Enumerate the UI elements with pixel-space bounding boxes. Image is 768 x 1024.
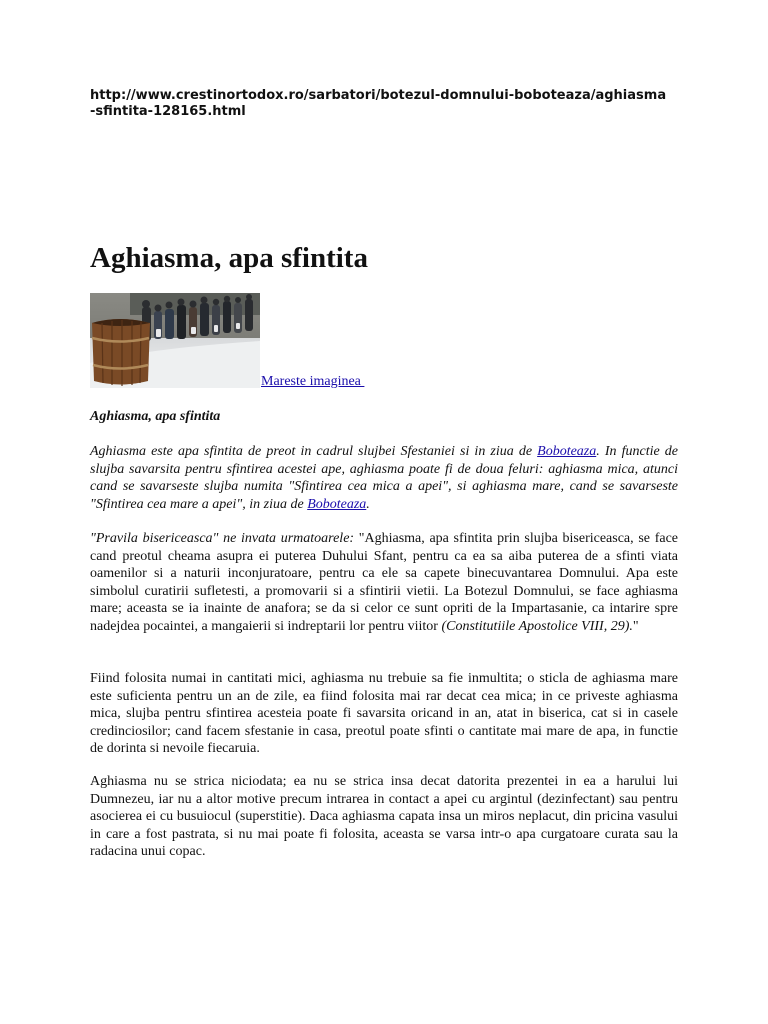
boboteaza-link-1[interactable]: Boboteaza xyxy=(537,444,597,459)
paragraph-1-text-b: . In functie de slujba savarsita pentru sfintirea acestei ape, aghiasma poate fi de doua feluri: aghiasma mica, atunci cand se savarseste slujba numita "Sfintirea cea mica a apei", si aghiasma mare, cand se savarseste "Sfintirea cea mare a apei", in ziua de xyxy=(90,444,678,512)
article-title: Aghiasma, apa sfintita xyxy=(90,242,368,274)
quote-end: " xyxy=(632,618,639,634)
boboteaza-link-2[interactable]: Boboteaza xyxy=(307,496,367,512)
source-url[interactable]: http://www.crestinortodox.ro/sarbatori/botezul-domnului-boboteaza/aghiasma-sfintita-128165.html xyxy=(90,88,667,119)
paragraph-3: Fiind folosita numai in cantitati mici, aghiasma nu trebuie sa fie inmultita; o sticla de aghiasma mare este suficienta pentru un an de zile, ea fiind folosita mai rar decat cea mica; in ce priveste aghiasma mica, slujba pentru sfintirea acesteia poate fi savarsita oricand in an, atat in biserica, cat si in casele credinciosilor; cand facem sfestanie in casa, preotul poate sfinti o cantitate mai mare de apa, in functie de dorinta si nevoile fiecaruia. xyxy=(90,671,678,756)
paragraph-1 xyxy=(90,443,678,513)
pravila-intro: "Pravila bisericeasca" ne invata urmatoarele: xyxy=(90,531,359,546)
enlarge-image-link[interactable]: Mareste imaginea xyxy=(261,374,365,389)
paragraph-4: Aghiasma nu se strica niciodata; ea nu se strica insa decat datorita prezentei in ea a harului lui Dumnezeu, iar nu a altor motive precum intrarea in contact a apei cu argintul (dezinfectant) sau pentru asocierea ei cu busuiocul (superstitie). Daca aghiasma capata insa un miros neplacut, din pricina vasului in care a fost pastrata, si nu mai poate fi folosita, aceasta se varsa intr-o apa curgatoare curata sau la radacina unui copac. xyxy=(90,774,678,859)
pravila-quote: "Aghiasma, apa sfintita prin slujba bisericeasca, se face cand preotul cheama asupra ei puterea Duhului Sfant, pentru ca ea sa aiba puterea de a sfinti viata oamenilor si a naturii inconjuratoare, pentru ca ele sa capete binecuvantarea Domnului. Apa este simbolul curatirii sufletesti, a promovarii si a sfintirii vietii. La Botezul Domnului, se face aghiasma mare; aceasta se ia inainte de anafora; se da si celor ce sunt opriti de la Impartasanie, ca intarire spre nadejdea pocaintei, a mangaierii si indreptarii lor pentru viitor xyxy=(90,531,678,634)
paragraph-1-text-c: . xyxy=(366,496,370,512)
crowd-snow-photo xyxy=(90,293,260,388)
paragraph-1-text-a: Aghiasma este apa sfintita de preot in cadrul slujbei Sfestaniei si in ziua de xyxy=(90,444,538,459)
article-subtitle: Aghiasma, apa sfintita xyxy=(90,409,221,424)
article-photo[interactable] xyxy=(90,293,260,388)
citation: (Constitutiile Apostolice VIII, 29). xyxy=(441,618,633,634)
paragraph-2 xyxy=(90,530,678,635)
